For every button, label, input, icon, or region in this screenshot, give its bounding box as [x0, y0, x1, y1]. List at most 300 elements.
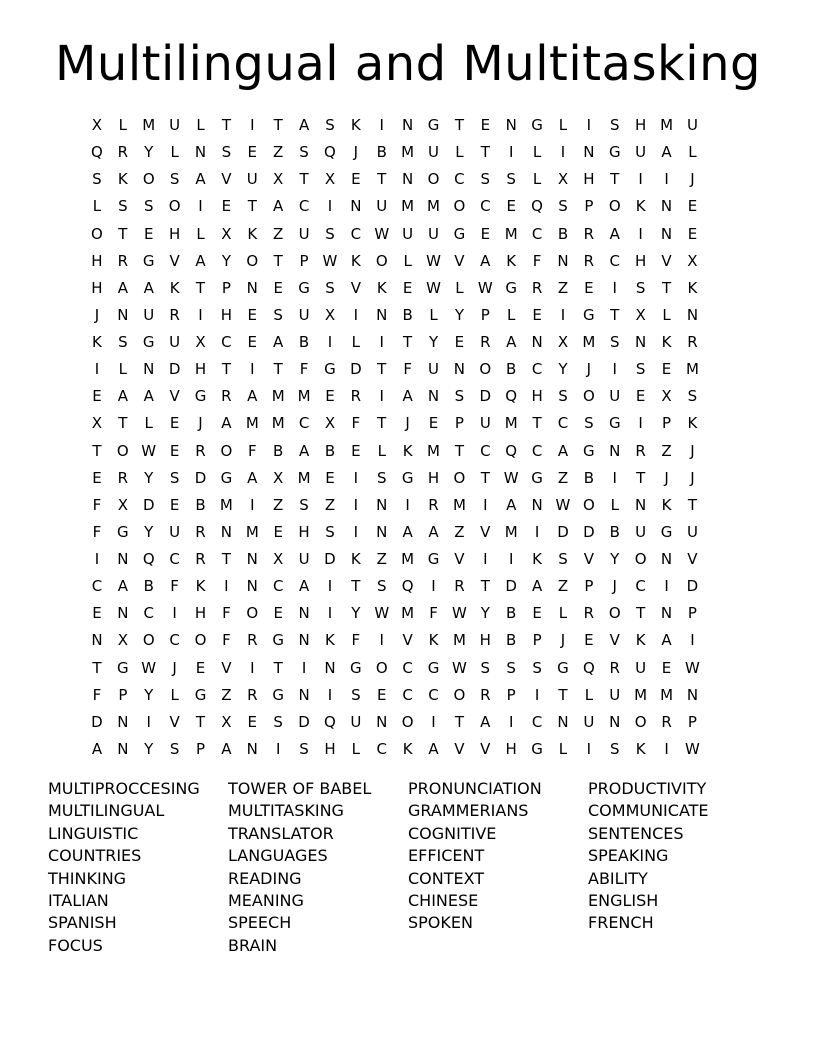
grid-letter: K	[661, 495, 672, 514]
grid-letter: E	[480, 116, 491, 134]
grid-letter: T	[195, 712, 206, 731]
grid-letter: S	[558, 197, 568, 216]
grid-letter: X	[273, 550, 284, 568]
grid-letter: O	[91, 224, 103, 243]
grid-letter: A	[402, 522, 413, 541]
grid-letter: D	[505, 577, 517, 596]
grid-letter: T	[610, 170, 620, 189]
grid-letter: D	[324, 550, 336, 568]
grid-letter: T	[118, 414, 128, 433]
grid-letter: I	[560, 305, 566, 324]
grid-letter: J	[664, 468, 669, 487]
grid-letter: U	[298, 224, 310, 243]
grid-letter: W	[685, 658, 700, 677]
grid-letter: K	[169, 278, 180, 297]
grid-letter: B	[324, 441, 336, 460]
grid-letter: A	[428, 739, 439, 758]
grid-letter: I	[353, 305, 359, 324]
grid-letter: N	[117, 604, 129, 623]
grid-letter: X	[324, 170, 336, 189]
word-list-item: LANGUAGES	[228, 846, 328, 866]
grid-letter: R	[531, 278, 543, 297]
grid-letter: I	[483, 550, 488, 568]
grid-letter: K	[661, 333, 672, 351]
grid-letter: B	[273, 441, 284, 460]
word-list-item: MULTIPROCCESING	[48, 779, 200, 798]
grid-letter: M	[245, 522, 259, 541]
grid-letter: D	[194, 468, 207, 487]
grid-letter: H	[635, 251, 647, 270]
grid-letter: M	[582, 333, 596, 351]
grid-letter: I	[327, 685, 333, 704]
grid-letter: J	[353, 143, 359, 162]
grid-letter: I	[612, 360, 617, 379]
grid-letter: A	[117, 577, 128, 596]
grid-letter: L	[584, 685, 594, 704]
grid-letter: K	[350, 550, 361, 568]
grid-letter: G	[272, 685, 284, 704]
grid-letter: V	[350, 278, 361, 297]
grid-letter: F	[299, 360, 309, 379]
grid-letter: N	[531, 333, 543, 351]
word-list-item: THINKING	[48, 868, 127, 888]
grid-letter: Y	[144, 468, 154, 487]
grid-letter: G	[583, 441, 595, 460]
grid-letter: K	[506, 251, 517, 270]
word-list-item: PRODUCTIVITY	[588, 779, 707, 798]
grid-letter: R	[195, 441, 206, 460]
grid-letter: W	[141, 441, 157, 460]
grid-letter: N	[686, 685, 699, 704]
grid-letter: R	[635, 441, 646, 460]
grid-letter: B	[583, 468, 595, 487]
grid-letter: I	[508, 143, 514, 162]
word-list-item: PRONUNCIATION	[408, 779, 542, 798]
grid-letter: G	[272, 631, 284, 650]
grid-letter: R	[117, 143, 129, 162]
grid-letter: N	[557, 251, 569, 270]
grid-letter: L	[532, 170, 542, 189]
grid-letter: G	[557, 658, 569, 677]
grid-letter: E	[169, 414, 180, 433]
grid-letter: S	[169, 170, 180, 189]
grid-letter: G	[350, 658, 362, 677]
grid-letter: E	[661, 658, 672, 677]
grid-letter: J	[612, 577, 617, 596]
grid-letter: S	[92, 170, 102, 189]
grid-letter: I	[560, 143, 566, 162]
grid-letter: W	[141, 658, 157, 677]
grid-letter: I	[638, 414, 643, 433]
grid-letter: A	[531, 577, 543, 596]
grid-letter: I	[534, 522, 540, 541]
grid-letter: S	[325, 522, 335, 541]
grid-letter: S	[325, 116, 335, 134]
grid-letter: R	[247, 631, 258, 650]
grid-letter: N	[117, 739, 129, 758]
grid-letter: A	[143, 387, 154, 406]
grid-letter: X	[91, 414, 103, 433]
grid-letter: E	[532, 305, 542, 324]
grid-letter: S	[325, 278, 335, 297]
grid-letter: T	[273, 360, 283, 379]
grid-letter: N	[298, 631, 310, 650]
grid-letter: O	[142, 170, 155, 189]
grid-letter: G	[194, 387, 207, 406]
grid-letter: G	[117, 522, 129, 541]
grid-letter: C	[531, 360, 543, 379]
grid-letter: I	[327, 197, 333, 216]
grid-letter: E	[247, 305, 258, 324]
grid-letter: H	[635, 116, 647, 134]
grid-letter: L	[507, 305, 516, 324]
grid-letter: X	[324, 414, 336, 433]
grid-letter: X	[661, 387, 672, 406]
grid-letter: I	[379, 631, 384, 650]
word-list-item: TOWER OF BABEL	[228, 779, 372, 798]
grid-letter: T	[661, 278, 672, 297]
grid-letter: M	[271, 414, 285, 433]
word-list-item: CHINESE	[408, 891, 479, 911]
word-list-item: TRANSLATOR	[228, 823, 334, 843]
grid-letter: U	[635, 522, 647, 541]
grid-letter: L	[351, 739, 361, 758]
grid-letter: N	[376, 305, 388, 324]
grid-letter: G	[608, 414, 621, 433]
grid-letter: I	[250, 658, 255, 677]
grid-letter: C	[221, 333, 232, 351]
word-list-item: MULTILINGUAL	[48, 801, 165, 821]
grid-letter: T	[377, 414, 387, 433]
grid-letter: A	[506, 333, 517, 351]
grid-letter: W	[374, 604, 390, 623]
grid-letter: W	[477, 278, 493, 297]
grid-letter: X	[557, 333, 569, 351]
grid-letter: N	[298, 685, 310, 704]
grid-letter: N	[246, 577, 258, 596]
grid-letter: Y	[610, 550, 620, 568]
grid-letter: N	[531, 495, 543, 514]
grid-letter: A	[480, 251, 491, 270]
grid-letter: C	[272, 577, 284, 596]
grid-letter: V	[454, 550, 465, 568]
grid-letter: R	[117, 251, 129, 270]
grid-letter: T	[273, 658, 283, 677]
grid-letter: T	[92, 441, 102, 460]
grid-letter: S	[221, 143, 232, 162]
grid-letter: S	[687, 387, 698, 406]
grid-letter: I	[638, 170, 643, 189]
grid-letter: L	[688, 143, 697, 162]
grid-letter: L	[170, 143, 179, 162]
grid-letter: P	[454, 414, 464, 433]
grid-letter: C	[402, 685, 413, 704]
grid-letter: N	[635, 333, 647, 351]
grid-letter: M	[297, 387, 311, 406]
grid-letter: E	[325, 387, 335, 406]
grid-letter: U	[479, 414, 491, 433]
grid-letter: P	[480, 305, 490, 324]
grid-letter: Z	[324, 495, 336, 514]
grid-letter: I	[379, 333, 384, 351]
grid-letter: S	[376, 468, 387, 487]
grid-letter: C	[298, 414, 310, 433]
grid-letter: E	[351, 441, 361, 460]
grid-letter: G	[142, 333, 155, 351]
grid-letter: N	[402, 116, 414, 134]
grid-letter: I	[275, 739, 281, 758]
grid-letter: P	[118, 685, 128, 704]
grid-letter: O	[375, 658, 388, 677]
grid-letter: Z	[273, 495, 284, 514]
grid-letter: U	[428, 224, 440, 243]
grid-letter: I	[664, 170, 669, 189]
grid-letter: E	[402, 278, 413, 297]
grid-letter: Y	[558, 360, 568, 379]
grid-letter: M	[660, 116, 674, 134]
grid-letter: K	[247, 224, 258, 243]
grid-letter: A	[557, 441, 569, 460]
grid-letter: A	[195, 170, 206, 189]
grid-letter: I	[198, 305, 203, 324]
grid-letter: S	[169, 739, 180, 758]
grid-letter: B	[506, 631, 517, 650]
grid-letter: K	[92, 333, 102, 351]
grid-letter: A	[661, 631, 672, 650]
grid-letter: M	[452, 495, 466, 514]
grid-letter: O	[582, 387, 595, 406]
grid-letter: Y	[144, 739, 154, 758]
grid-letter: E	[584, 278, 594, 297]
grid-letter: H	[168, 224, 181, 243]
grid-letter: V	[169, 387, 180, 406]
grid-letter: S	[609, 739, 620, 758]
grid-letter: H	[194, 360, 207, 379]
grid-letter: M	[219, 495, 233, 514]
grid-letter: N	[660, 550, 673, 568]
grid-letter: L	[662, 305, 671, 324]
grid-letter: M	[297, 468, 311, 487]
grid-letter: Q	[91, 143, 103, 162]
word-column	[48, 778, 228, 957]
grid-letter: F	[351, 631, 361, 650]
grid-letter: V	[583, 550, 594, 568]
grid-letter: M	[401, 604, 415, 623]
grid-letter: X	[195, 333, 206, 351]
grid-letter: N	[91, 631, 103, 650]
grid-letter: T	[480, 468, 490, 487]
grid-letter: Z	[557, 577, 569, 596]
grid-letter: E	[92, 468, 102, 487]
grid-letter: N	[660, 224, 673, 243]
grid-letter: A	[247, 387, 258, 406]
grid-letter: E	[247, 143, 258, 162]
grid-letter: F	[403, 360, 412, 379]
grid-letter: Z	[273, 224, 284, 243]
grid-letter: O	[453, 197, 466, 216]
grid-letter: K	[195, 577, 206, 596]
grid-letter: G	[531, 468, 543, 487]
grid-letter: N	[117, 305, 129, 324]
grid-letter: R	[195, 550, 206, 568]
grid-letter: S	[143, 197, 154, 216]
grid-letter: H	[505, 739, 517, 758]
grid-letter: J	[198, 414, 203, 433]
grid-letter: P	[584, 197, 594, 216]
grid-letter: O	[375, 251, 388, 270]
grid-letter: E	[661, 360, 672, 379]
grid-letter: N	[376, 495, 388, 514]
grid-letter: G	[608, 143, 621, 162]
grid-letter: W	[426, 278, 441, 297]
grid-letter: E	[169, 441, 180, 460]
grid-letter: Y	[144, 143, 154, 162]
grid-letter: L	[118, 360, 128, 379]
grid-letter: X	[117, 495, 128, 514]
grid-letter: X	[221, 712, 232, 731]
grid-letter: W	[426, 251, 441, 270]
grid-letter: K	[350, 251, 361, 270]
grid-letter: N	[686, 305, 699, 324]
grid-letter: E	[635, 387, 646, 406]
grid-letter: C	[376, 739, 387, 758]
grid-letter: U	[583, 712, 595, 731]
grid-letter: P	[662, 414, 672, 433]
grid-letter: C	[169, 631, 180, 650]
grid-letter: G	[298, 278, 310, 297]
word-list-item: LINGUISTIC	[48, 823, 139, 843]
grid-letter: U	[635, 658, 647, 677]
grid-letter: Q	[505, 387, 518, 406]
grid-letter: C	[480, 197, 491, 216]
grid-letter: C	[402, 658, 413, 677]
grid-letter: A	[91, 739, 103, 758]
grid-letter: V	[169, 251, 180, 270]
grid-letter: T	[687, 495, 698, 514]
grid-letter: B	[143, 577, 154, 596]
grid-letter: Q	[142, 550, 155, 568]
grid-letter: Q	[401, 577, 414, 596]
word-list-item: EFFICENT	[408, 846, 485, 866]
grid-letter: L	[196, 116, 205, 134]
grid-letter: I	[405, 495, 410, 514]
grid-letter: T	[195, 278, 206, 297]
word-column	[228, 778, 408, 957]
grid-letter: I	[146, 712, 151, 731]
grid-letter: L	[558, 604, 568, 623]
grid-letter: Z	[557, 278, 569, 297]
grid-letter: B	[506, 360, 517, 379]
grid-letter: W	[503, 468, 519, 487]
grid-letter: D	[583, 522, 595, 541]
grid-letter: P	[687, 712, 697, 731]
grid-letter: I	[508, 550, 514, 568]
grid-letter: C	[350, 224, 362, 243]
grid-letter: A	[402, 387, 413, 406]
grid-letter: E	[92, 387, 102, 406]
grid-letter: K	[428, 631, 439, 650]
grid-letter: U	[298, 550, 310, 568]
grid-letter: Z	[221, 685, 232, 704]
grid-letter: S	[480, 658, 491, 677]
grid-letter: P	[299, 251, 309, 270]
grid-letter: S	[376, 577, 387, 596]
grid-letter: M	[504, 414, 518, 433]
grid-letter: N	[194, 143, 207, 162]
grid-letter: X	[635, 305, 646, 324]
grid-letter: N	[453, 360, 466, 379]
grid-letter: Y	[428, 333, 439, 351]
grid-letter: S	[609, 116, 620, 134]
grid-letter: O	[168, 197, 181, 216]
grid-letter: T	[273, 116, 283, 134]
grid-letter: O	[634, 550, 647, 568]
grid-letter: X	[687, 251, 698, 270]
grid-letter: E	[221, 197, 232, 216]
grid-letter: X	[91, 116, 103, 134]
grid-letter: V	[402, 631, 413, 650]
grid-letter: N	[298, 604, 310, 623]
grid-letter: N	[143, 360, 155, 379]
grid-letter: O	[220, 441, 233, 460]
grid-letter: R	[247, 685, 258, 704]
grid-letter: I	[534, 685, 540, 704]
grid-letter: I	[353, 495, 359, 514]
grid-letter: X	[557, 170, 569, 189]
grid-letter: O	[634, 712, 647, 731]
grid-letter: K	[117, 170, 128, 189]
grid-letter: I	[94, 550, 100, 568]
grid-letter: K	[376, 278, 387, 297]
grid-letter: N	[376, 712, 388, 731]
grid-letter: V	[221, 658, 232, 677]
grid-letter: T	[610, 305, 620, 324]
grid-letter: E	[195, 658, 206, 677]
grid-letter: T	[247, 197, 257, 216]
grid-letter: O	[116, 441, 129, 460]
grid-letter: U	[350, 712, 362, 731]
grid-letter: S	[480, 170, 491, 189]
grid-letter: L	[455, 143, 464, 162]
grid-letter: L	[196, 224, 205, 243]
grid-letter: J	[94, 305, 100, 324]
grid-letter: U	[246, 170, 258, 189]
grid-letter: H	[91, 278, 103, 297]
grid-letter: I	[483, 495, 488, 514]
grid-letter: R	[428, 495, 439, 514]
grid-letter: A	[609, 224, 620, 243]
grid-letter: K	[325, 631, 335, 650]
grid-letter: G	[427, 550, 440, 568]
grid-letter: S	[558, 387, 568, 406]
grid-letter: M	[504, 522, 518, 541]
grid-letter: Q	[531, 197, 543, 216]
grid-letter: I	[172, 604, 177, 623]
grid-letter: C	[298, 197, 310, 216]
word-column	[588, 778, 768, 957]
grid-letter: N	[557, 712, 569, 731]
grid-letter: A	[117, 387, 128, 406]
grid-letter: K	[635, 631, 646, 650]
grid-letter: T	[532, 414, 542, 433]
grid-letter: K	[532, 550, 542, 568]
grid-letter: X	[117, 631, 128, 650]
grid-letter: B	[376, 143, 387, 162]
grid-letter: J	[405, 414, 410, 433]
grid-letter: P	[506, 685, 516, 704]
grid-letter: I	[198, 197, 203, 216]
grid-letter: O	[608, 604, 621, 623]
